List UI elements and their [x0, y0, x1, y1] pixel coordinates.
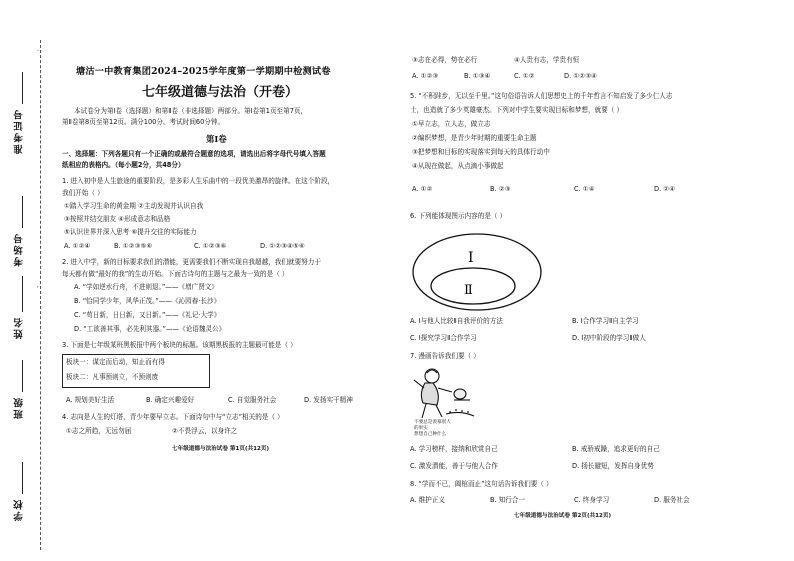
exam-subtitle: 七年级道德与法治（开卷） — [142, 85, 299, 100]
page-2 — [410, 0, 728, 561]
q6-choice-c: C. Ⅰ探究学习Ⅱ合作学习 — [410, 334, 477, 342]
q4-option-4: ④人贵有志，学贵有恒 — [514, 56, 580, 64]
q4-stem: 4. 志向是人生的灯塔，青少年要早立志。下面诗句中与“立志”相关的是（ ） — [62, 413, 284, 421]
q7-cartoon-caption-2: 的果实 — [414, 426, 428, 431]
q7-cartoon-caption-1: 不要总是羡慕别人 — [414, 420, 451, 425]
ticket-number-label: 准考证号 — [14, 108, 25, 154]
intro-line-2: 第Ⅱ卷第8页至第12页。满分100分。考试时间60分钟。 — [62, 118, 225, 126]
q5-choice-d: D. ②④ — [654, 185, 676, 193]
instructions-line-2: 纸相应的表格内。（每小题2分，共48分） — [62, 161, 185, 169]
q1-option-1: ①踏入学习生命的黄金期 ②主动发现并认识自我 — [64, 202, 204, 210]
q8-choice-b: B. 知行合一 — [490, 496, 526, 504]
instructions-line-1: 一、选择题：下列各题只有一个正确的或最符合题意的选项，请选出后将字母代号填入答题 — [62, 150, 326, 158]
q4-choice-c: C. ①② — [514, 72, 535, 80]
q7-cartoon-illustration — [410, 364, 480, 426]
q6-outer-ellipse — [413, 234, 541, 310]
class-line — [22, 360, 23, 392]
q1-stem-1: 1. 进入初中是人生旅途的重要阶段，是多彩人生乐曲中的一段优美激昂的旋律。在这个阶段， — [62, 177, 335, 185]
q8-choice-c: C. 终身学习 — [574, 496, 610, 504]
q4-choice-a: A. ①②③ — [412, 72, 439, 80]
q4-choice-b: B. ①③④ — [464, 72, 491, 80]
q2-option-b: B. “恰同学少年，风华正茂。”——《沁园春·长沙》 — [74, 297, 221, 305]
q5-option-2: ②编织梦想，是青少年时期的重要生命主题 — [412, 134, 537, 142]
q5-option-3: ③把梦想和目标的实现落实到每天的具体行动中 — [412, 148, 550, 156]
q6-choice-b: B. Ⅰ合作学习Ⅱ自主学习 — [572, 317, 639, 325]
q3-stem: 3. 下面是七年级某班黑板报中两个板块的标题。该期黑板报的主题最可能是（ ） — [62, 341, 297, 349]
q1-stem-2: 我们开始（ ） — [62, 189, 104, 197]
q1-choice-a: A. ①②④ — [64, 242, 91, 250]
q5-choice-c: C. ①④ — [574, 185, 595, 193]
page-2-footer: 七年级道德与法治试卷 第2页(共12页) — [514, 513, 612, 519]
q6-stem: 6. 下列能体现图示内容的是（ ） — [410, 212, 507, 220]
q1-choice-d: D. ①②③④⑤⑥ — [260, 242, 305, 250]
q5-choice-a: A. ①② — [412, 185, 433, 193]
q7-choice-d: D. 扬长避短，发挥自身优势 — [572, 462, 654, 470]
q6-inner-label: Ⅱ — [464, 283, 473, 298]
room-number-label: 考场号 — [14, 232, 25, 267]
q7-choice-a: A. 学习榜样，接纳和欣赏自己 — [410, 445, 498, 453]
q8-choice-a: A. 维护正义 — [410, 496, 445, 504]
page-1 — [62, 0, 392, 561]
q4-choice-d: D. ①②③④ — [564, 72, 597, 80]
q3-choice-b: B. 确定兴趣爱好 — [146, 396, 195, 404]
q6-choice-d: D. Ⅰ初中阶段的学习Ⅱ做人 — [572, 334, 646, 342]
q2-option-d: D. “工欲善其事，必先利其器。”——《论语魏灵公》 — [74, 325, 226, 333]
exam-title: 塘沽一中教育集团2024–2025学年度第一学期期中检测试卷 — [76, 66, 331, 77]
name-line — [22, 276, 23, 312]
q2-stem-2: 每天都有做“最好的我”的生动开始。下面古诗句的主题与之最为一致的是（ ） — [62, 270, 289, 278]
q2-option-a: A. “学如逆水行舟，不进则退。”——《增广贤文》 — [74, 283, 218, 291]
q4-option-2: ②不畏浮云，以身许之 — [172, 427, 238, 435]
q6-inner-ellipse — [431, 268, 515, 304]
q3-choice-a: A. 规划美好生活 — [66, 396, 115, 404]
q1-option-2: ③按照并结交朋友 ④形成意志和品格 — [64, 215, 171, 223]
page-1-footer: 七年级道德与法治试卷 第1页(共12页) — [172, 446, 270, 452]
q8-choice-d: D. 服务社会 — [654, 496, 690, 504]
q6-outer-label: Ⅰ — [468, 250, 474, 266]
room-number-line — [22, 196, 23, 228]
q1-option-3: ⑤认识世界并深入思考 ⑥提升交往的实际能力 — [64, 228, 197, 236]
q1-choice-c: C. ①②③⑥ — [194, 242, 227, 250]
q7-stem: 7. 漫画告诉我们要（ ） — [410, 352, 480, 360]
q3-board-line-2: 板块二：凡事预则立，不预则废 — [66, 373, 159, 381]
q7-choice-c: C. 激发潜能，善于与他人合作 — [410, 462, 498, 470]
q3-board-line-1: 板块一：谋定而后动，知止而有得 — [66, 358, 165, 366]
binding-dashed-line — [40, 40, 41, 550]
class-label: 班级 — [14, 396, 25, 419]
q4-option-3: ③志在必得，势在必行 — [412, 56, 478, 64]
q3-choice-c: C. 自觉服务社会 — [228, 396, 277, 404]
q5-choice-b: B. ②③ — [490, 185, 511, 193]
intro-line-1: 本试卷分为第Ⅰ卷（选择题）和第Ⅱ卷（非选择题）两部分。第Ⅰ卷第1页至第7页， — [74, 107, 308, 115]
q1-choice-b: B. ①②③⑤⑥ — [114, 242, 153, 250]
ticket-number-line — [22, 72, 23, 104]
binding-mark-mid: , — [37, 282, 39, 289]
q8-stem: 8. “学而不已，阖棺而止”这句话告诉我们要（ ） — [410, 480, 553, 488]
q6-choice-a: A. Ⅰ与他人比较Ⅱ自我评价的方法 — [410, 317, 503, 325]
q7-cartoon-caption-3: 想想自己种什么 — [414, 432, 447, 437]
section-title: 第Ⅰ卷 — [206, 134, 227, 144]
name-label: 姓名 — [14, 316, 25, 339]
q5-option-1: ①早立志，立人志，做立志 — [412, 120, 491, 128]
q4-option-1: ①志之所趋，无远勿届 — [66, 427, 132, 435]
q2-option-c: C. “苟日新，日日新，又日新。”——《礼记·大学》 — [74, 311, 221, 319]
school-line — [22, 462, 23, 494]
q5-stem-1: 5. “不积跬步，无以至千里。”这句俗语告诉人们思想史上的千年哲言不知启发了多少仁人志 — [410, 92, 673, 100]
q5-option-4: ④从现在做起，从点滴小事做起 — [412, 162, 504, 170]
q7-choice-b: B. 戒骄戒躁，追求更好的自己 — [572, 445, 660, 453]
q2-stem-1: 2. 进入中学，新的目标要求我们的潜能，更需要我们不断实现自我超越，我们就要努力于 — [62, 258, 321, 266]
q3-choice-d: D. 发扬实干精神 — [304, 396, 353, 404]
q5-stem-2: 士，也造就了多少英雄豪杰。下列对中学生要实现目标和梦想，就要（ ） — [410, 106, 624, 114]
binding-strip — [0, 0, 50, 561]
q6-nested-ellipse-diagram — [410, 232, 544, 312]
school-label: 学校 — [14, 498, 25, 521]
binding-mark-top: · — [37, 48, 39, 55]
